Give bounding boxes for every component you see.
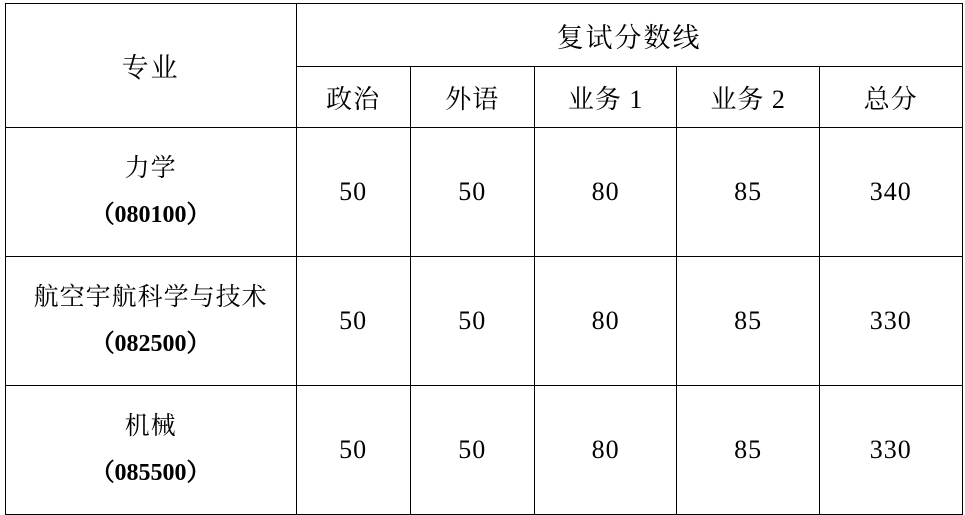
score-total: 340	[819, 128, 962, 257]
table-row	[5, 257, 962, 386]
score-major-1: 80	[534, 386, 677, 515]
header-group-retest-score: 复试分数线	[296, 4, 962, 67]
major-code: （080100）	[90, 201, 211, 228]
major-name: 机械	[124, 413, 177, 441]
header-subject-total: 总分	[819, 67, 962, 128]
score-line-table	[5, 3, 963, 515]
major-cell	[5, 128, 296, 257]
header-subject-major-2: 业务 2	[677, 67, 820, 128]
table-header	[5, 4, 962, 128]
major-cell	[5, 386, 296, 515]
header-row-group	[5, 4, 962, 67]
score-politics: 50	[296, 386, 410, 515]
major-name: 航空宇航科学与技术	[33, 284, 268, 312]
score-major-2: 85	[677, 386, 820, 515]
header-subject-foreign-language: 外语	[410, 67, 534, 128]
score-foreign-language: 50	[410, 128, 534, 257]
score-major-2: 85	[677, 257, 820, 386]
major-cell	[5, 257, 296, 386]
table-row	[5, 128, 962, 257]
score-total: 330	[819, 257, 962, 386]
major-name: 力学	[124, 155, 177, 183]
score-major-1: 80	[534, 257, 677, 386]
score-foreign-language: 50	[410, 386, 534, 515]
major-code: （082500）	[90, 330, 211, 357]
table-row	[5, 386, 962, 515]
header-major: 专业	[5, 4, 296, 128]
score-major-2: 85	[677, 128, 820, 257]
header-subject-politics: 政治	[296, 67, 410, 128]
score-foreign-language: 50	[410, 257, 534, 386]
score-politics: 50	[296, 257, 410, 386]
header-subject-major-1: 业务 1	[534, 67, 677, 128]
table-body	[5, 128, 962, 515]
score-total: 330	[819, 386, 962, 515]
score-major-1: 80	[534, 128, 677, 257]
score-politics: 50	[296, 128, 410, 257]
major-code: （085500）	[90, 459, 211, 486]
